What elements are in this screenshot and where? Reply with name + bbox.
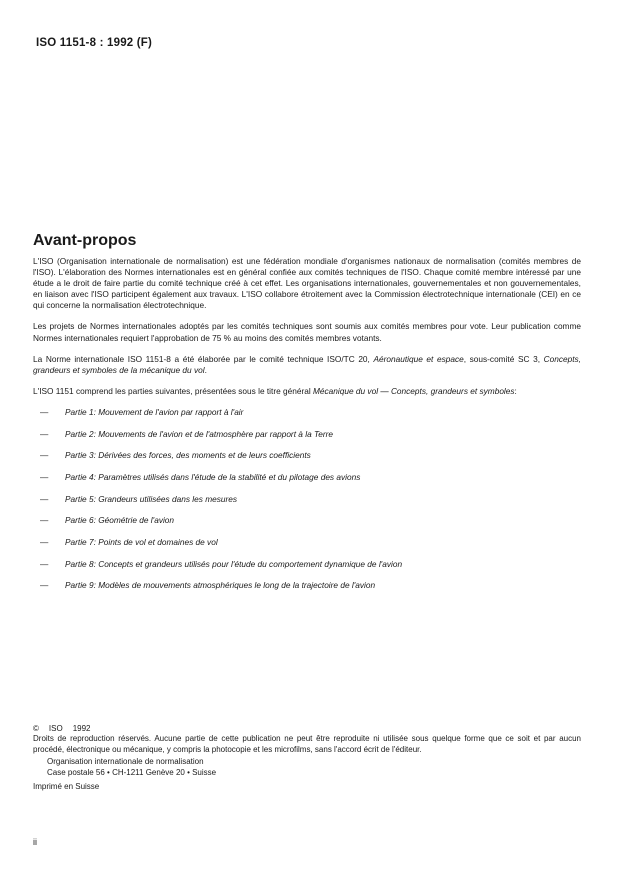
list-item (33, 407, 565, 418)
foreword-paragraph-2: Les projets de Normes internationales adoptés par les comités techniques sont soumis aux comités membres pour vote. Leur publication comme Normes internationales requiert l'approbation de 75 % au moins des comités membres votants. (33, 321, 581, 343)
dash-bullet: — (40, 472, 49, 482)
list-item (33, 580, 565, 591)
part-label: Partie 8: Concepts et grandeurs utilisés pour l'étude du comportement dynamique de l'avion (65, 558, 403, 569)
dash-bullet: — (40, 558, 49, 569)
dash-bullet: — (40, 428, 49, 439)
paragraph-3-text-c: . (204, 364, 207, 375)
general-title: Mécanique du vol — Concepts, grandeurs et symboles (313, 385, 515, 396)
paragraph-4-text-b: : (514, 385, 517, 396)
copyright-line (33, 724, 581, 734)
dash-bullet: — (40, 406, 49, 417)
paragraph-3-text-b: , sous-comité SC 3, (463, 353, 544, 364)
part-label: Partie 1: Mouvement de l'avion par rapport à l'air (65, 406, 244, 417)
copyright-symbol: © (33, 724, 39, 733)
paragraph-3-text-a: La Norme internationale ISO 1151-8 a été élaborée par le comité technique ISO/TC 20, (33, 353, 374, 364)
subcommittee-title: Concepts, grandeurs et symboles de la mécanique du vol (33, 353, 581, 375)
dash-bullet: — (40, 537, 49, 548)
copyright-org: ISO (48, 724, 63, 733)
committee-title: Aéronautique et espace (373, 353, 464, 364)
part-label: Partie 5: Grandeurs utilisées dans les mesures (65, 493, 238, 504)
list-item (33, 472, 565, 483)
part-label: Partie 6: Géométrie de l'avion (65, 515, 175, 526)
list-item (33, 537, 565, 548)
page-number: ii (33, 837, 37, 847)
dash-bullet: — (40, 450, 49, 461)
rights-statement: Droits de reproduction réservés. Aucune partie de cette publication ne peut être reproduite ni utilisée sous quelque forme que ce soit et par aucun procédé, électronique ou mécanique, y compris la photocopie et les microfilms, sans l'accord écrit de l'éditeur. (33, 734, 581, 754)
foreword-paragraph-1: L'ISO (Organisation internationale de normalisation) est une fédération mondiale d'organismes nationaux de normalisation (comités membres de l'ISO). L'élaboration des Normes internationales est en général confiée aux comités techniques de l'ISO. Chaque comité membre intéressé par une étude a le droit de faire partie du comité technique créé à cet effet. Les organisations internationales, gouvernementales et non gouvernementales, en liaison avec l'ISO participent également aux travaux. L'ISO collabore étroitement avec la Commission électrotechnique internationale (CEI) en ce qui concerne la normalisation électrotechnique. (33, 256, 581, 311)
list-item (33, 494, 565, 505)
publisher-address: Case postale 56 • CH-1211 Genève 20 • Suisse (47, 767, 217, 777)
copyright-block (33, 724, 581, 792)
part-label: Partie 9: Modèles de mouvements atmosphériques le long de la trajectoire de l'avion (65, 580, 376, 591)
part-label: Partie 4: Paramètres utilisés dans l'étude de la stabilité et du pilotage des avions (65, 472, 361, 482)
document-id-header: ISO 1151-8 : 1992 (F) (36, 37, 153, 49)
foreword-title: Avant-propos (33, 232, 137, 249)
list-item (33, 559, 565, 570)
dash-bullet: — (40, 580, 49, 591)
part-label: Partie 7: Points de vol et domaines de vol (65, 537, 218, 548)
part-label: Partie 3: Dérivées des forces, des moments et de leurs coefficients (65, 450, 311, 461)
list-item (33, 515, 565, 526)
dash-bullet: — (40, 515, 49, 526)
publisher-name: Organisation internationale de normalisation (47, 757, 204, 767)
foreword-body (33, 256, 581, 602)
publisher-block (47, 757, 581, 778)
dash-bullet: — (40, 493, 49, 504)
foreword-paragraph-4 (33, 386, 581, 397)
list-item (33, 429, 565, 440)
part-label: Partie 2: Mouvements de l'avion et de l'atmosphère par rapport à la Terre (65, 428, 334, 439)
printed-in: Imprimé en Suisse (33, 782, 100, 792)
paragraph-4-text-a: L'ISO 1151 comprend les parties suivantes, présentées sous le titre général (33, 385, 313, 396)
copyright-year: 1992 (72, 724, 91, 733)
foreword-paragraph-3 (33, 354, 581, 376)
list-item (33, 450, 565, 461)
parts-list (33, 407, 581, 592)
